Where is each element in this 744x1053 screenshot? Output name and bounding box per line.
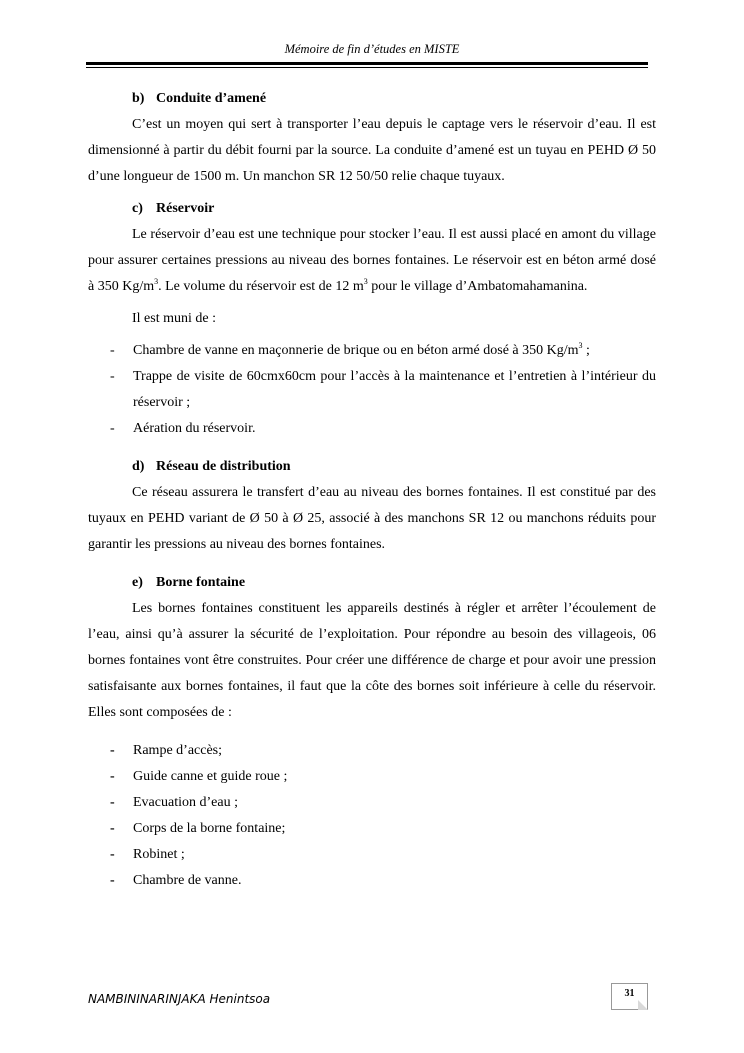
- section-title: Réservoir: [156, 201, 215, 216]
- list-item: [88, 738, 656, 764]
- list-item: [88, 764, 656, 790]
- header-rule-thin: [86, 67, 648, 68]
- text-run: pour le village d’Ambatomahamanina.: [367, 279, 588, 294]
- paragraph-borne: Les bornes fontaines constituent les appareils destinés à régler et arrêter l’écoulement de l’eau, ainsi qu’à assurer la sécurité de l’exploitation. Pour répondre au besoin des villageois, 06 bornes fontaines vont être construites. Pour créer une différence de charge et pour avoir une pression satisfaisante aux bornes fontaines, il faut que la côte des bornes soit inférieure à celle du réservoir. Elles sont composées de :: [88, 601, 656, 720]
- superscript: 3: [363, 277, 368, 286]
- text-run: Le réservoir d’eau est une technique pour stocker l’eau. Il est aussi placé en amont du village pour assurer certaines pressions au niveau des bornes fontaines. Le réservoir est en béton armé dosé à 350 Kg/m: [88, 227, 656, 294]
- list-item-text: Trappe de visite de 60cmx60cm pour l’accès à la maintenance et l’entretien à l’intérieur du réservoir ;: [133, 369, 656, 410]
- section-title: Réseau de distribution: [156, 459, 291, 474]
- page-number-box: [611, 983, 648, 1010]
- borne-list: [88, 738, 656, 894]
- list-item: [88, 790, 656, 816]
- page-curl-icon: [638, 1000, 648, 1010]
- section-letter: b): [132, 91, 145, 106]
- list-dash: -: [110, 343, 115, 358]
- list-dash: -: [110, 743, 115, 758]
- reservoir-list: [88, 338, 656, 442]
- section-title: Borne fontaine: [156, 575, 246, 590]
- list-item: [88, 816, 656, 842]
- list-item-text: Evacuation d’eau ;: [133, 795, 238, 810]
- page-number: 31: [624, 988, 635, 999]
- list-dash: -: [110, 847, 115, 862]
- list-dash: -: [110, 769, 115, 784]
- footer-author: NAMBININARINJAKA Henintsoa: [88, 992, 271, 1006]
- list-dash: -: [110, 795, 115, 810]
- list-item: [88, 416, 656, 442]
- section-heading-borne: [88, 570, 656, 596]
- list-item-text: Rampe d’accès;: [133, 743, 223, 758]
- page-content: [88, 86, 656, 894]
- list-dash: -: [110, 821, 115, 836]
- paragraph-conduite: C’est un moyen qui sert à transporter l’eau depuis le captage vers le réservoir d’eau. Il est dimensionné à partir du débit fourni par la source. La conduite d’amené est un tuyau en PEHD Ø 50 d’une longueur de 1500 m. Un manchon SR 12 50/50 relie chaque tuyaux.: [88, 117, 656, 184]
- section-letter: e): [132, 575, 143, 590]
- list-item-text: Chambre de vanne en maçonnerie de brique ou en béton armé dosé à 350 Kg/m: [133, 343, 579, 358]
- section-letter: c): [132, 201, 143, 216]
- list-item: [88, 868, 656, 894]
- section-heading-conduite: [88, 86, 656, 112]
- section-heading-reseau: [88, 454, 656, 480]
- page-header: Mémoire de fin d’études en MISTE: [284, 42, 460, 56]
- list-dash: -: [110, 369, 115, 384]
- superscript: 3: [154, 277, 159, 286]
- list-item-text: Robinet ;: [133, 847, 185, 862]
- list-item: [88, 842, 656, 868]
- paragraph-reservoir: [88, 222, 656, 300]
- list-item-text: Corps de la borne fontaine;: [133, 821, 286, 836]
- list-item: [88, 338, 656, 364]
- list-item-text: Aération du réservoir.: [133, 421, 256, 436]
- section-heading-reservoir: [88, 196, 656, 222]
- paragraph-reseau: Ce réseau assurera le transfert d’eau au niveau des bornes fontaines. Il est constitué par des tuyaux en PEHD variant de Ø 50 à Ø 25, associé à des manchons SR 12 ou manchons réduits pour garantir les pressions au niveau des bornes fontaines.: [88, 485, 656, 552]
- superscript: 3: [578, 341, 583, 350]
- list-item-text: Guide canne et guide roue ;: [133, 769, 288, 784]
- text-run: . Le volume du réservoir est de 12 m: [158, 279, 364, 294]
- list-item-text: ;: [582, 343, 590, 358]
- list-dash: -: [110, 421, 115, 436]
- paragraph-muni: Il est muni de :: [132, 311, 216, 326]
- header-rule-thick: [86, 62, 648, 65]
- list-item: [88, 364, 656, 416]
- list-item-text: Chambre de vanne.: [133, 873, 242, 888]
- section-title: Conduite d’amené: [156, 91, 267, 106]
- list-dash: -: [110, 873, 115, 888]
- section-letter: d): [132, 459, 145, 474]
